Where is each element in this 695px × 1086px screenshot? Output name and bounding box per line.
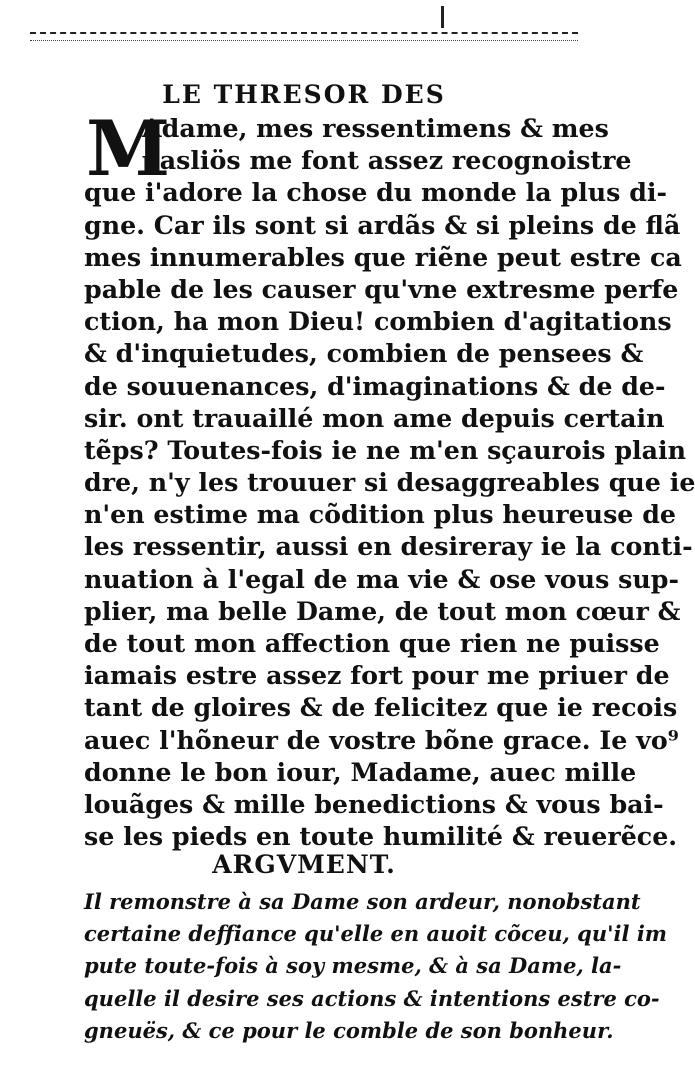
letter-line: louãges & mille benedictions & vous bai- xyxy=(84,788,664,819)
argument-body xyxy=(84,886,668,1047)
argument-heading: ARGVMENT. xyxy=(212,850,396,879)
letter-line: mes innumerables que riẽne peut estre ca xyxy=(84,241,682,272)
letter-line: que i'adore la chose du monde la plus di- xyxy=(84,177,667,208)
letter-line: ction, ha mon Dieu! combien d'agitations xyxy=(84,306,672,337)
letter-line: se les pieds en toute humilité & reuerẽce. xyxy=(84,821,678,852)
argument-line: quelle il desire ses actions & intentions estre co- xyxy=(84,985,660,1011)
argument-line: pute toute-fois à soy mesme, & à sa Dame, la- xyxy=(84,953,622,979)
argument-line: gneuës, & ce pour le comble de son bonheur. xyxy=(84,1017,614,1043)
letter-line: & d'inquietudes, combien de pensees & xyxy=(84,338,644,369)
letter-line: plier, ma belle Dame, de tout mon cœur & xyxy=(84,595,681,626)
letter-line: gne. Car ils sont si ardãs & si pleins de flã xyxy=(84,209,681,240)
letter-line: pable de les causer qu'vne extresme perfe xyxy=(84,273,679,304)
letter-line: sir. ont trauaillé mon ame depuis certain xyxy=(84,402,665,433)
letter-line: tant de gloires & de felicitez que ie recois xyxy=(84,692,678,723)
top-ornamental-rule xyxy=(30,32,578,41)
letter-line: Adame, mes ressentimens & mes xyxy=(142,113,609,143)
letter-line: iamais estre assez fort pour me priuer de xyxy=(84,660,670,691)
letter-line: de souuenances, d'imaginations & de de- xyxy=(84,370,666,401)
letter-body xyxy=(84,104,695,852)
letter-line: nuation à l'egal de ma vie & ose vous sup- xyxy=(84,563,679,594)
letter-line: dre, n'y les trouuer si desaggreables que ie xyxy=(84,467,695,498)
top-margin-mark xyxy=(441,6,444,28)
letter-line: les ressentir, aussi en desireray ie la conti- xyxy=(84,531,693,562)
argument-line: certaine deffiance qu'elle en auoit cõceu, qu'il im xyxy=(84,921,668,947)
letter-line: donne le bon iour, Madame, auec mille xyxy=(84,756,637,787)
letter-line: pasliös me font assez recognoistre xyxy=(142,145,632,176)
letter-line: de tout mon affection que rien ne puisse xyxy=(84,628,660,658)
letter-line: n'en estime ma cõdition plus heureuse de xyxy=(84,499,676,530)
argument-line: Il remonstre à sa Dame son ardeur, nonobstant xyxy=(84,889,641,914)
running-head: LE THRESOR DES xyxy=(162,80,446,109)
letter-line: auec l'hõneur de vostre bõne grace. Ie vo⁹ xyxy=(84,724,679,755)
drop-cap: M xyxy=(86,104,171,193)
letter-line: tẽps? Toutes-fois ie ne m'en sçaurois plain xyxy=(84,434,687,465)
